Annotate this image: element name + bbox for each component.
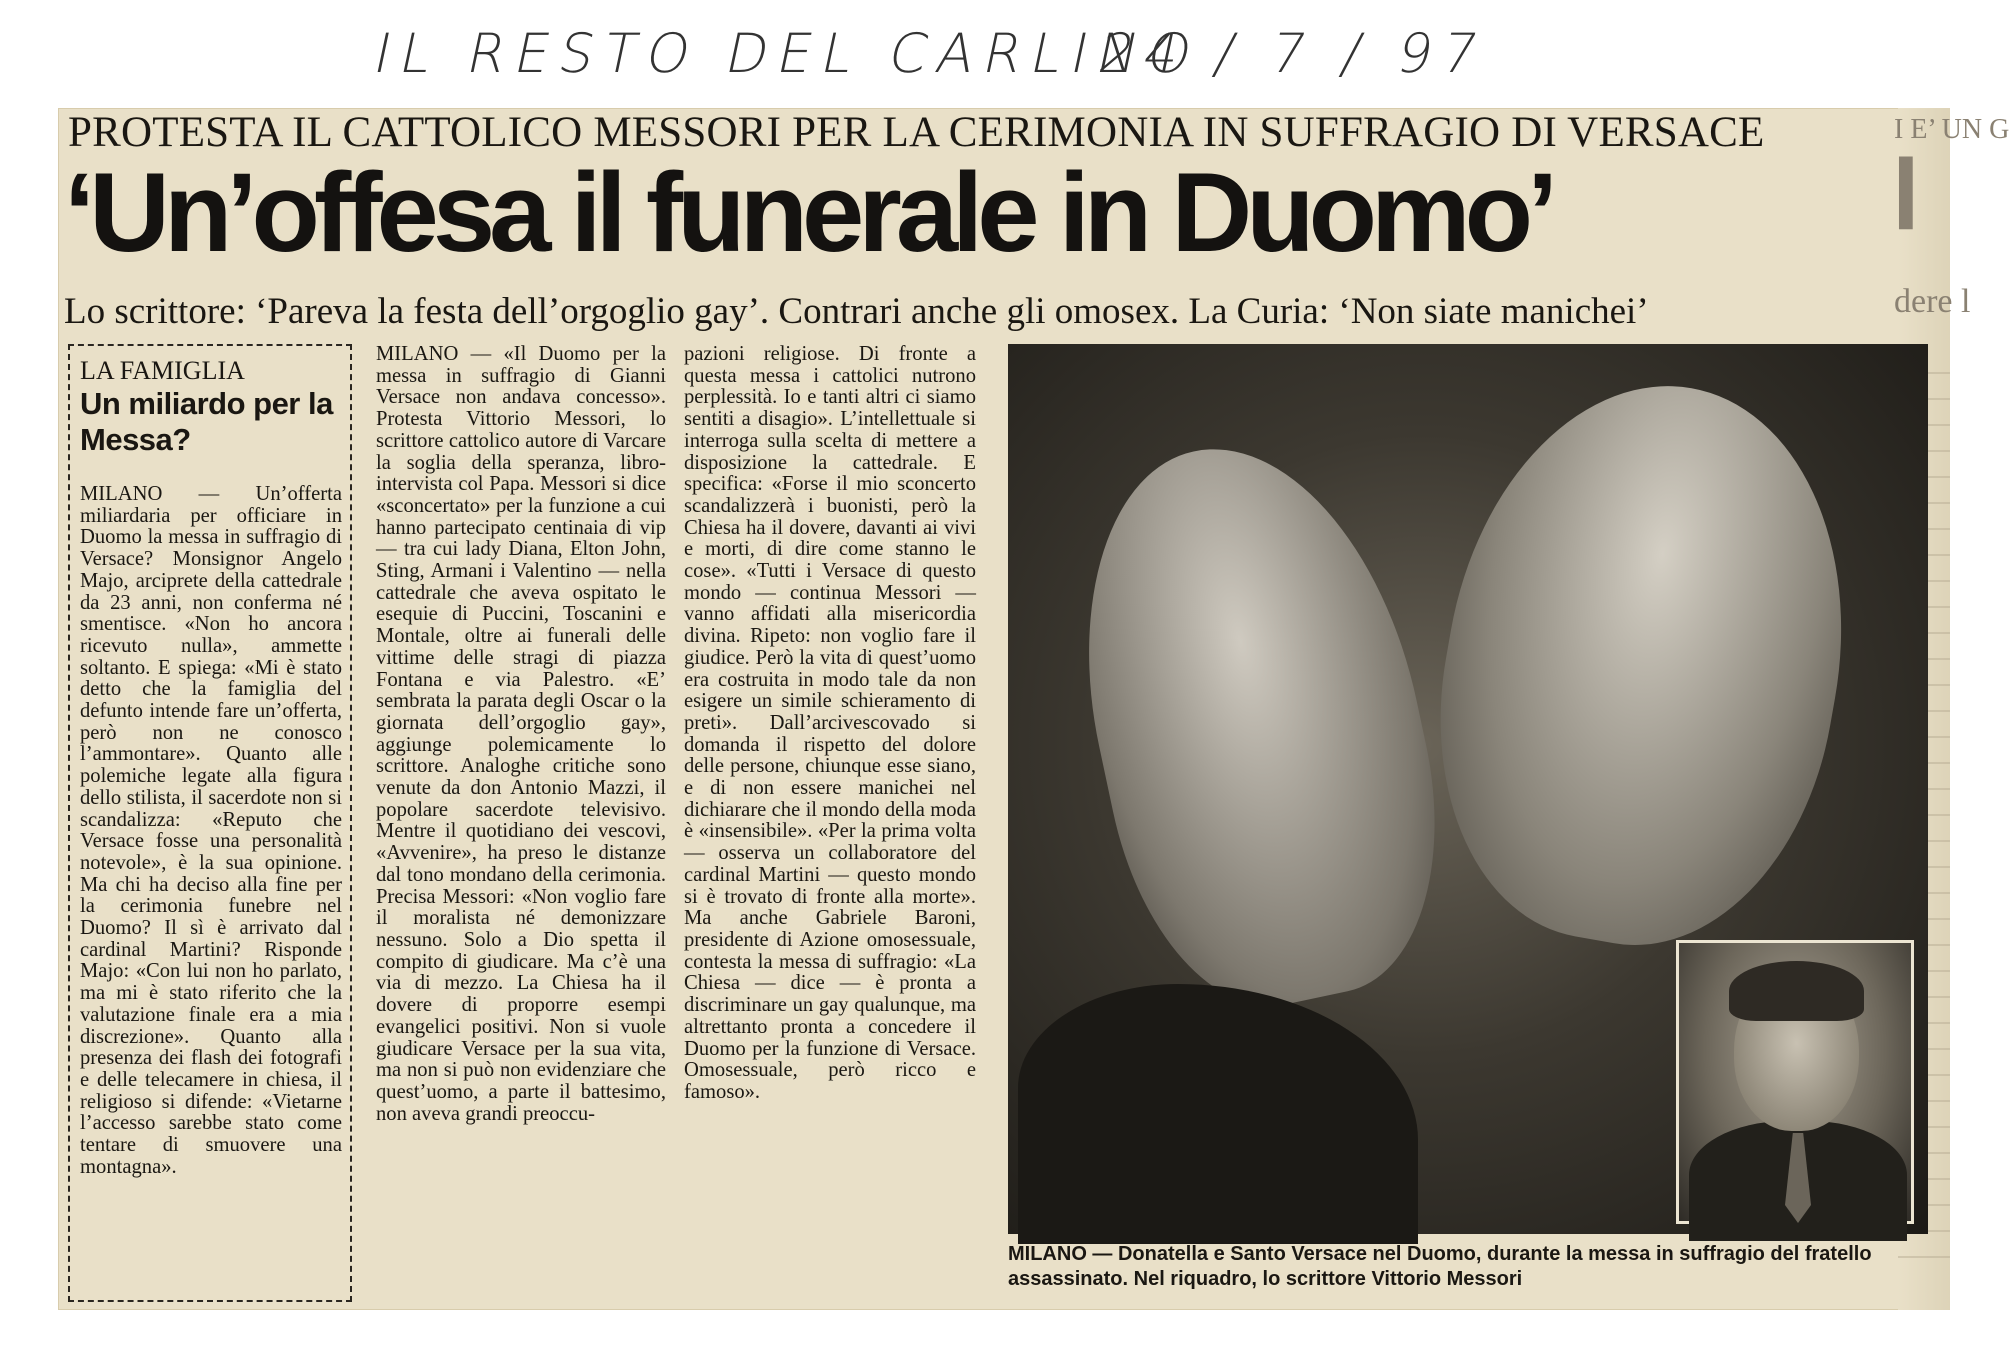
bleed-headline: l [1892, 139, 1920, 251]
article-column-3 [684, 344, 976, 1104]
sidebar-title: Un miliardo per la Messa? [80, 386, 333, 457]
sidebar-label: LA FAMIGLIA [80, 356, 245, 385]
photo-foreground [1018, 984, 1418, 1244]
article-column-2 [376, 344, 666, 1125]
article-headline: ‘Un’offesa il funerale in Duomo’ [64, 150, 1553, 275]
photo-figure-right [1402, 354, 1883, 973]
bleed-kicker: I E’ UN G [1894, 114, 2009, 145]
column-2-text: MILANO — «Il Duomo per la messa in suffragio di Gianni Versace non andava concesso». Protesta Vittorio Messori, lo scrittore cattolico autore di Varcare la soglia della speranza, libro-intervista col Papa. Messori si dice «sconcertato» per la funzione a cui hanno partecipato centinaia di vip — tra cui lady Diana, Elton John, Sting, Armani i Valentino — nella cattedrale che aveva ospitato le esequie di Puccini, Toscanini e Montale, oltre ai funerali delle vittime delle stragi di piazza Fontana e via Palestro. «E’ sembrata la parata degli Oscar o la giornata dell’orgoglio gay», aggiunge polemicamente lo scrittore. Analoghe critiche sono venute da don Antonio Mazzi, il popolare sacerdote televisivo. Mentre il quotidiano dei vescovi, «Avvenire», ha preso le distanze dal tono mondano della cerimonia. Precisa Messori: «Non voglio fare il moralista né demonizzare nessuno. Solo a Dio spetta il compito di giudicare. Ma c’è una via di mezzo. La Chiesa ha il dovere di proporre esempi evangelici positivi. Non si vuole giudicare Versace per la sua vita, ma non si può non evidenziare che quest’uomo, a parte il battesimo, non aveva grandi preoccu- [376, 343, 666, 1125]
sidebar-text [80, 484, 342, 1179]
article-kicker: PROTESTA IL CATTOLICO MESSORI PER LA CERIMONIA IN SUFFRAGIO DI VERSACE [68, 109, 1765, 156]
sidebar-paragraph: MILANO — Un’offerta miliardaria per officiare in Duomo la messa in suffragio di Versace? Monsignor Angelo Majo, arciprete della cattedrale da 23 anni, non conferma né smentisce. «Non ho ancora ricevuto nulla», ammette soltanto. E spiega: «Mi è stato detto che la famiglia del defunto intende fare un’offerta, però non ne conosco l’ammontare». Quanto alle polemiche legate alla figura dello stilista, il sacerdote non si scandalizza: «Reputo che Versace fosse una personalità notevole», è la sua opinione. Ma chi ha deciso alla fine per la cerimonia funebre nel Duomo? Il sì è arrivato dal cardinal Martini? Risponde Majo: «Con lui non ho parlato, ma mi è stato riferito che la valutazione finale era a mia discrezione». Quanto alla presenza dei flash dei fotografi e delle telecamere in chiesa, il religioso si difende: «Vietarne l’accesso sarebbe stato come tentare di smuovere una montagna». [80, 483, 342, 1178]
main-photo [1008, 344, 1928, 1234]
article-subhead: Lo scrittore: ‘Pareva la festa dell’orgoglio gay’. Contrari anche gli omosex. La Curia: ‘Non siate manichei’ [64, 291, 1649, 332]
handwritten-date-note: 24 / 7 / 97 [1093, 22, 1494, 85]
bleed-subhead: dere l [1894, 283, 1971, 320]
newspaper-clipping [58, 108, 2009, 1310]
photo-caption: MILANO — Donatella e Santo Versace nel Duomo, durante la messa in suffragio del fratello assassinato. Nel riquadro, lo scrittore Vittorio Messori [1008, 1243, 1872, 1290]
handwritten-source-note: IL RESTO DEL CARLINO [368, 22, 1208, 85]
photo-figure-left [1043, 417, 1472, 1031]
inset-portrait [1676, 940, 1914, 1224]
column-3-text: pazioni religiose. Di fronte a questa messa i cattolici nutrono perplessità. Io e tanti altri ci siamo sentiti a disagio». L’intellettuale si interroga sulla scelta di mettere a disposizione la cattedrale. E specifica: «Forse il mio sconcerto scandalizzerà i buonisti, però la Chiesa ha il dovere, davanti ai vivi e morti, di dire come stanno le cose». «Tutti i Versace di questo mondo — continua Messori — vanno affidati alla misericordia divina. Ripeto: non voglio fare il giudice. Però la vita di quest’uomo era costruita in modo tale da non esigere un simile schieramento di preti». Dall’arcivescovado si domanda il rispetto del dolore delle persone, chiunque esse siano, e di non essere manichei nel dichiarare che il mondo della moda è «insensibile». «Per la prima volta — osserva un collaboratore del cardinal Martini — questo mondo si è trovato di fronte alla morte». Ma anche Gabriele Baroni, presidente di Azione omosessuale, contesta la messa di suffragio: «La Chiesa — dice — è pronta a discriminare un gay qualunque, ma altrettanto pronta a concedere il Duomo per la funzione di Versace. Omosessuale, però ricco e famoso». [684, 343, 976, 1103]
portrait-hair [1729, 961, 1864, 1021]
